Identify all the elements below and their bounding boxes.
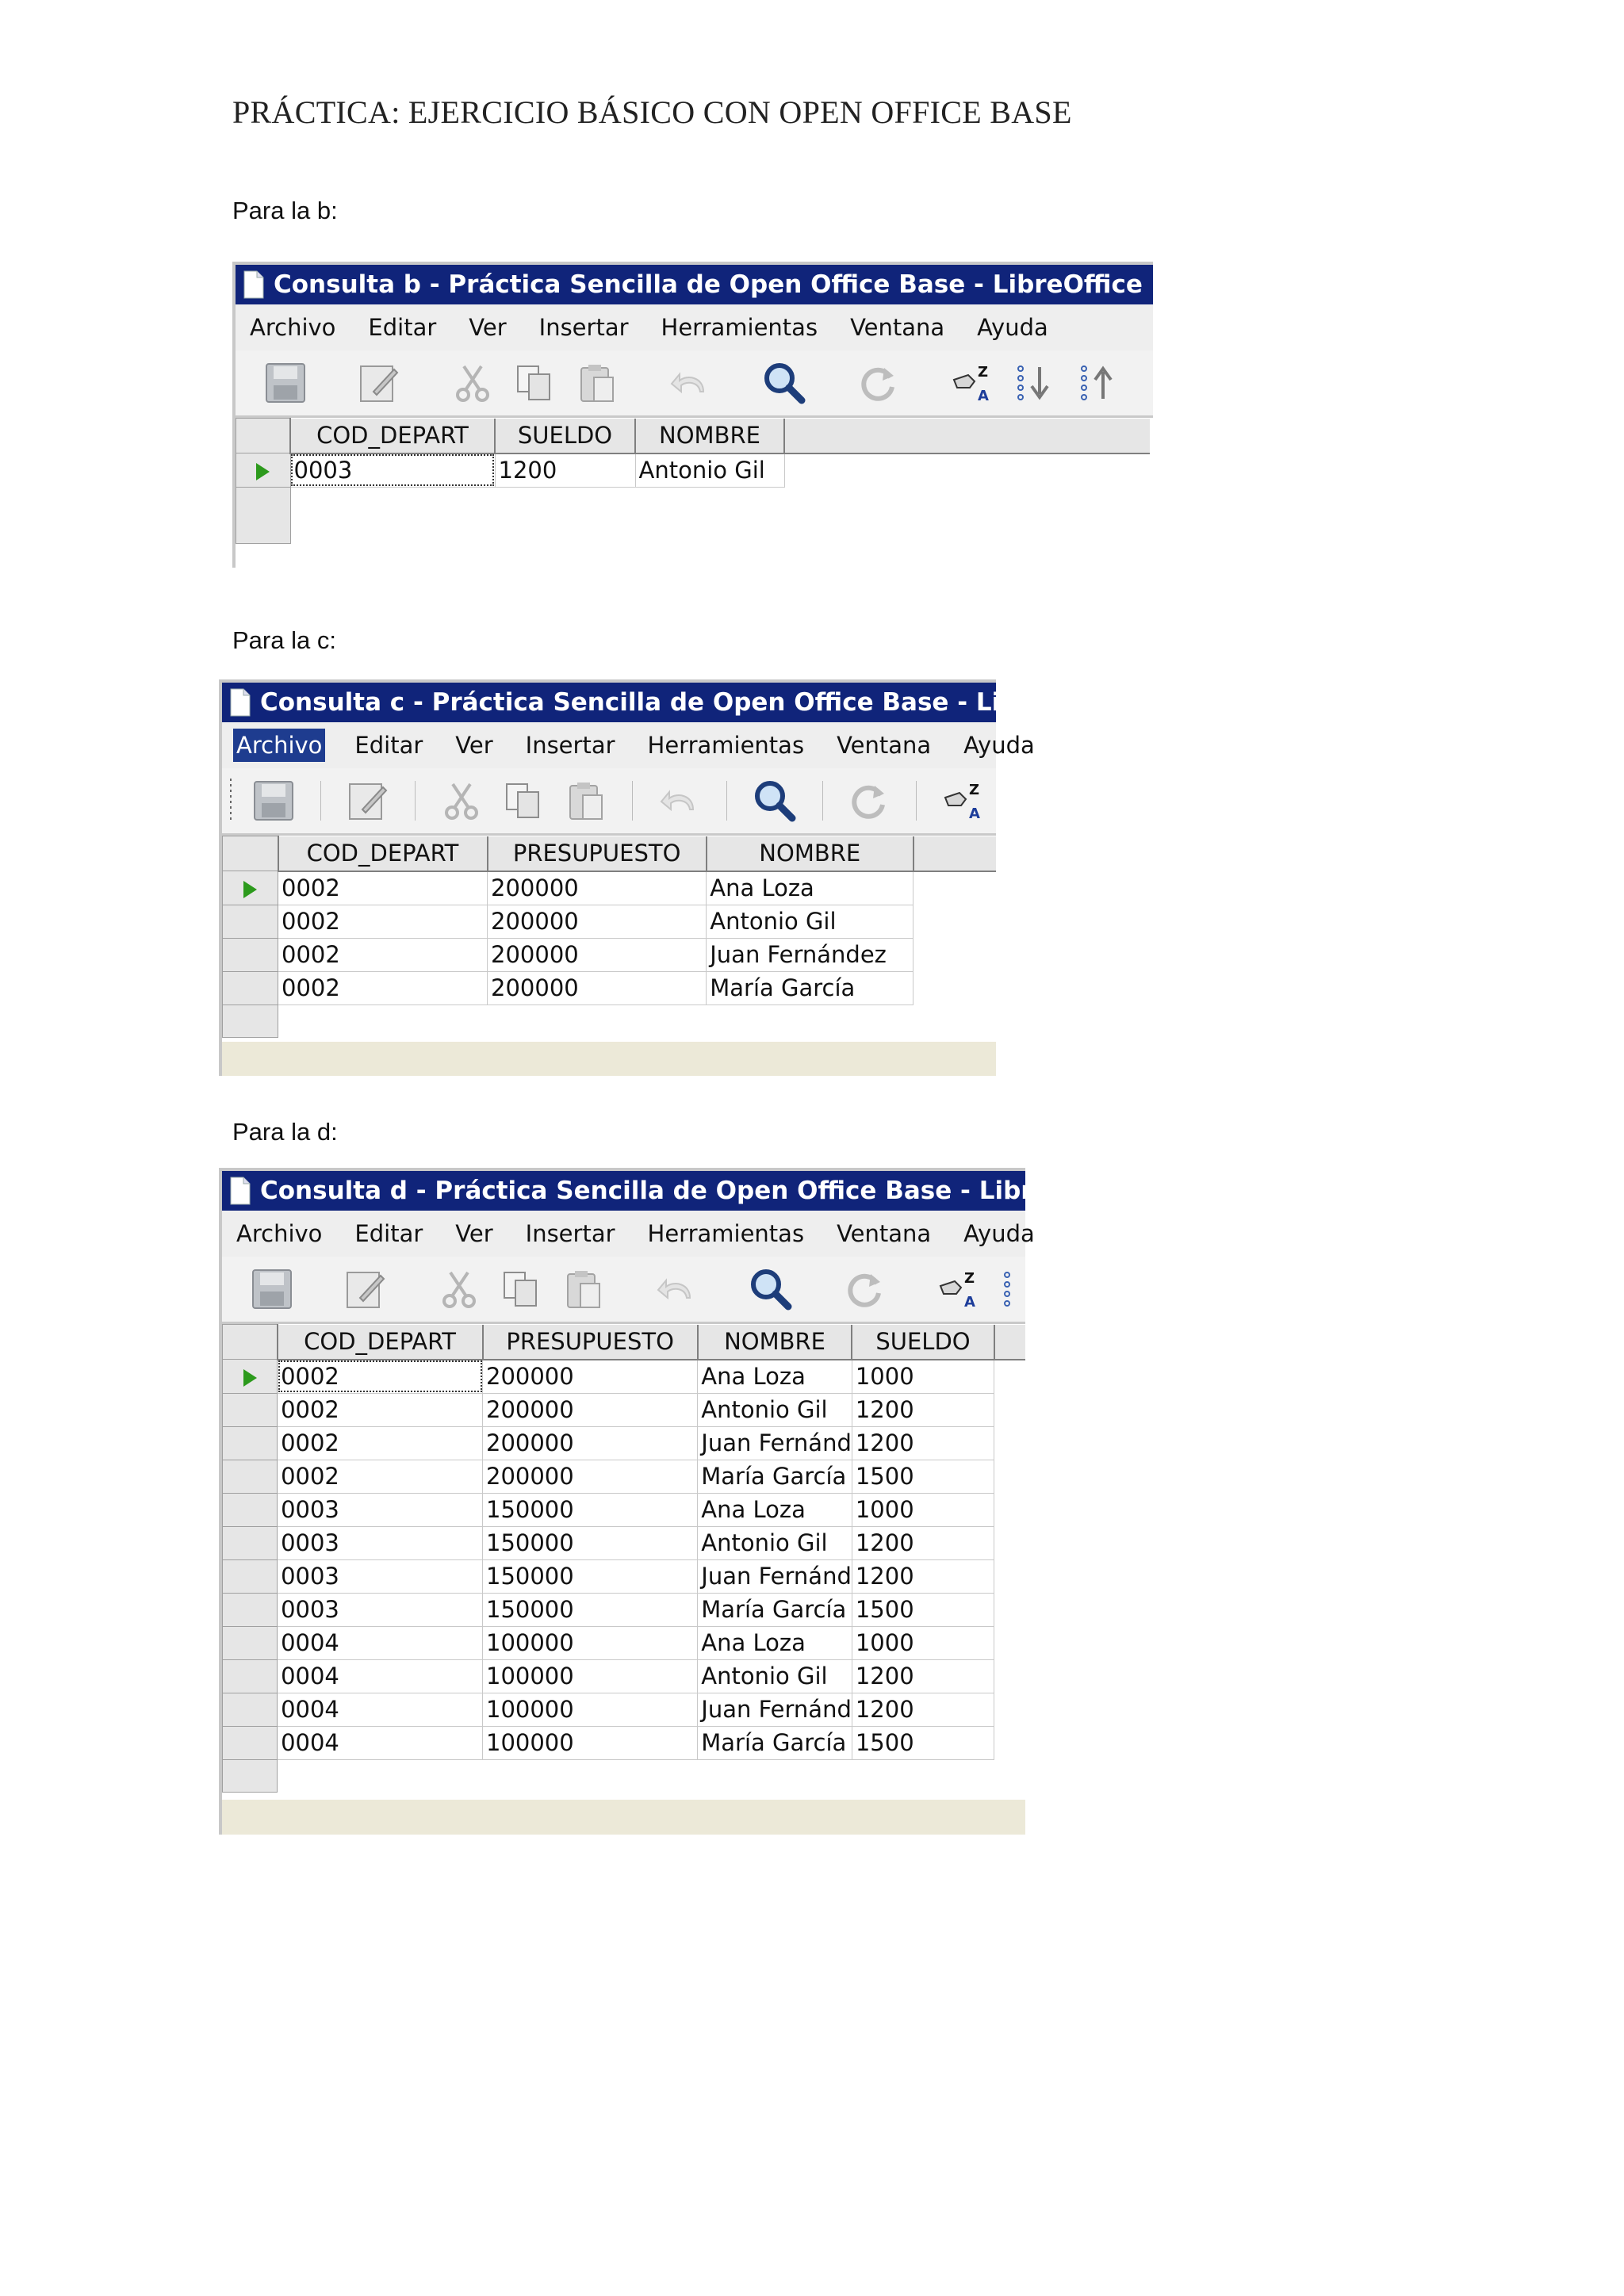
caption-b: Para la b: bbox=[232, 197, 338, 224]
row-header[interactable] bbox=[223, 1593, 278, 1626]
sort-icon[interactable] bbox=[951, 360, 995, 406]
toolbar bbox=[236, 350, 1153, 418]
empty-area bbox=[994, 1393, 1025, 1426]
table-cell[interactable]: 200000 bbox=[488, 971, 707, 1004]
row-header[interactable] bbox=[223, 1626, 278, 1659]
table-cell[interactable]: 1200 bbox=[852, 1659, 994, 1693]
menu-ver[interactable]: Ver bbox=[455, 1220, 493, 1247]
table-cell[interactable]: María García bbox=[698, 1593, 852, 1626]
toolbar bbox=[222, 1257, 1025, 1324]
table-cell[interactable]: 200000 bbox=[488, 871, 707, 905]
current-record-indicator[interactable] bbox=[223, 871, 278, 905]
table-cell[interactable]: 1200 bbox=[852, 1693, 994, 1726]
menu-herramientas[interactable]: Herramientas bbox=[647, 732, 805, 759]
table-cell[interactable]: 200000 bbox=[483, 1426, 698, 1460]
table-cell[interactable]: 1000 bbox=[852, 1493, 994, 1526]
table-cell[interactable]: 100000 bbox=[483, 1693, 698, 1726]
table-body bbox=[223, 1360, 1026, 1793]
table-cell[interactable]: Juan Fernández bbox=[707, 938, 914, 971]
row-header[interactable] bbox=[223, 1526, 278, 1559]
query-window-c bbox=[219, 679, 1047, 1076]
result-grid-c bbox=[222, 836, 996, 1042]
column-header-nombre[interactable]: NOMBRE bbox=[635, 419, 784, 453]
menu-editar[interactable]: Editar bbox=[354, 732, 423, 759]
table-cell[interactable]: 0002 bbox=[278, 938, 488, 971]
table-cell[interactable]: María García bbox=[698, 1460, 852, 1493]
table-cell[interactable]: María García bbox=[698, 1726, 852, 1759]
search-icon[interactable] bbox=[753, 778, 797, 824]
cut-icon[interactable] bbox=[438, 1266, 481, 1312]
table-cell[interactable]: 0002 bbox=[278, 971, 488, 1004]
new-record-row[interactable] bbox=[223, 1759, 278, 1793]
table-cell[interactable]: Juan Fernánd bbox=[698, 1426, 852, 1460]
menu-ventana[interactable]: Ventana bbox=[850, 314, 945, 341]
table-cell[interactable]: 1200 bbox=[495, 453, 635, 488]
empty-area bbox=[994, 1426, 1025, 1460]
column-header-sueldo[interactable]: SUELDO bbox=[495, 419, 635, 453]
save-icon[interactable] bbox=[252, 778, 295, 824]
table-row[interactable] bbox=[223, 1493, 1026, 1526]
table-cell[interactable]: 150000 bbox=[483, 1526, 698, 1559]
window-titlebar bbox=[222, 683, 1047, 722]
corner-header bbox=[223, 836, 278, 871]
result-table-c bbox=[222, 836, 996, 1038]
svg-text:A: A bbox=[964, 1294, 975, 1311]
table-row[interactable] bbox=[223, 1426, 1026, 1460]
table-body bbox=[223, 871, 997, 1038]
table-cell[interactable]: 0003 bbox=[290, 453, 495, 488]
table-row[interactable] bbox=[223, 1360, 1026, 1394]
cut-icon[interactable] bbox=[440, 778, 483, 824]
edit-icon[interactable] bbox=[358, 360, 400, 406]
document-title: PRÁCTICA: EJERCICIO BÁSICO CON OPEN OFFICE BASE bbox=[232, 94, 1072, 130]
table-cell[interactable]: 1200 bbox=[852, 1526, 994, 1559]
record-arrow-icon bbox=[256, 463, 270, 480]
copy-icon[interactable] bbox=[502, 778, 545, 824]
table-cell[interactable]: 0003 bbox=[278, 1593, 483, 1626]
empty-area bbox=[994, 1726, 1025, 1759]
menu-archivo[interactable]: Archivo bbox=[250, 314, 336, 341]
refresh-icon[interactable] bbox=[848, 778, 891, 824]
empty-area bbox=[994, 1659, 1025, 1693]
menu-insertar[interactable]: Insertar bbox=[525, 732, 615, 759]
empty-area bbox=[914, 905, 996, 938]
table-cell[interactable]: Juan Fernánd bbox=[698, 1559, 852, 1593]
column-header-nombre[interactable]: NOMBRE bbox=[707, 836, 914, 871]
window-title: Consulta d - Práctica Sencilla de Open Office Base - LibreOffi bbox=[260, 1177, 1098, 1205]
table-cell[interactable]: 1200 bbox=[852, 1393, 994, 1426]
column-header-cod-depart[interactable]: COD_DEPART bbox=[278, 836, 488, 871]
new-record-row[interactable] bbox=[223, 1004, 278, 1038]
record-arrow-icon bbox=[243, 881, 257, 898]
empty-area bbox=[914, 971, 996, 1004]
new-record-row[interactable] bbox=[236, 487, 291, 543]
table-cell[interactable]: Ana Loza bbox=[698, 1360, 852, 1394]
caption-d: Para la d: bbox=[232, 1118, 338, 1146]
sort-icon[interactable] bbox=[942, 778, 986, 824]
result-grid-b bbox=[236, 418, 1153, 570]
table-cell[interactable]: 1000 bbox=[852, 1360, 994, 1394]
table-cell[interactable]: 150000 bbox=[483, 1493, 698, 1526]
svg-text:Z: Z bbox=[978, 364, 989, 381]
table-cell[interactable]: 150000 bbox=[483, 1559, 698, 1593]
svg-text:Z: Z bbox=[964, 1270, 975, 1287]
table-cell[interactable]: 100000 bbox=[483, 1726, 698, 1759]
column-header-presupuesto[interactable]: PRESUPUESTO bbox=[483, 1325, 698, 1360]
table-cell[interactable]: 0004 bbox=[278, 1726, 483, 1759]
table-cell[interactable]: 1000 bbox=[852, 1626, 994, 1659]
table-row[interactable] bbox=[223, 1559, 1026, 1593]
menu-ayuda[interactable]: Ayuda bbox=[977, 314, 1048, 341]
table-cell[interactable]: 1200 bbox=[852, 1426, 994, 1460]
paste-icon[interactable] bbox=[575, 360, 618, 406]
window-title: Consulta b - Práctica Sencilla de Open Office Base - LibreOffice Base: v bbox=[274, 270, 1253, 299]
row-header[interactable] bbox=[223, 971, 278, 1004]
svg-text:Z: Z bbox=[969, 782, 980, 798]
table-row[interactable] bbox=[223, 1626, 1026, 1659]
empty-area bbox=[994, 1593, 1025, 1626]
menu-herramientas[interactable]: Herramientas bbox=[647, 1220, 805, 1247]
row-header[interactable] bbox=[223, 1460, 278, 1493]
menu-herramientas[interactable]: Herramientas bbox=[661, 314, 818, 341]
menu-ayuda[interactable]: Ayuda bbox=[963, 732, 1035, 759]
copy-icon[interactable] bbox=[500, 1266, 542, 1312]
table-row[interactable] bbox=[223, 905, 997, 938]
sort-ascending-icon[interactable] bbox=[1078, 360, 1122, 406]
table-row[interactable] bbox=[223, 1460, 1026, 1493]
column-header-empty bbox=[994, 1325, 1025, 1360]
table-cell[interactable]: 200000 bbox=[483, 1360, 698, 1394]
table-cell[interactable]: 0002 bbox=[278, 1460, 483, 1493]
table-cell[interactable]: 0004 bbox=[278, 1693, 483, 1726]
table-cell[interactable]: 150000 bbox=[483, 1593, 698, 1626]
save-icon[interactable] bbox=[251, 1266, 293, 1312]
table-row[interactable] bbox=[223, 1393, 1026, 1426]
table-cell[interactable]: Antonio Gil bbox=[698, 1526, 852, 1559]
empty-area bbox=[994, 1693, 1025, 1726]
menu-archivo[interactable]: Archivo bbox=[236, 1220, 323, 1247]
row-header[interactable] bbox=[223, 1659, 278, 1693]
cut-icon[interactable] bbox=[451, 360, 494, 406]
column-header-sueldo[interactable]: SUELDO bbox=[852, 1325, 994, 1360]
menu-bar bbox=[222, 722, 1035, 768]
table-cell[interactable]: 1500 bbox=[852, 1593, 994, 1626]
empty-area bbox=[994, 1493, 1025, 1526]
column-header-cod-depart[interactable]: COD_DEPART bbox=[278, 1325, 483, 1360]
caption-c: Para la c: bbox=[232, 626, 336, 654]
table-row[interactable] bbox=[236, 453, 1151, 488]
paste-icon[interactable] bbox=[564, 778, 607, 824]
table-cell[interactable]: 200000 bbox=[483, 1460, 698, 1493]
table-row[interactable] bbox=[223, 938, 997, 971]
sort-icon[interactable] bbox=[937, 1266, 982, 1312]
table-cell[interactable]: 0004 bbox=[278, 1659, 483, 1693]
table-cell[interactable]: 100000 bbox=[483, 1659, 698, 1693]
empty-area bbox=[914, 871, 996, 905]
row-header[interactable] bbox=[223, 1726, 278, 1759]
menu-ver[interactable]: Ver bbox=[469, 314, 507, 341]
table-cell[interactable]: María García bbox=[707, 971, 914, 1004]
row-header[interactable] bbox=[223, 1493, 278, 1526]
corner-header bbox=[223, 1325, 278, 1360]
result-table-d bbox=[222, 1324, 1025, 1793]
table-cell[interactable]: 0002 bbox=[278, 1426, 483, 1460]
query-window-b bbox=[232, 262, 1253, 568]
row-header[interactable] bbox=[223, 1426, 278, 1460]
table-row[interactable] bbox=[223, 1693, 1026, 1726]
menu-ver[interactable]: Ver bbox=[455, 732, 493, 759]
menu-ayuda[interactable]: Ayuda bbox=[963, 1220, 1035, 1247]
svg-text:A: A bbox=[978, 388, 989, 404]
record-arrow-icon bbox=[243, 1369, 257, 1387]
current-record-indicator[interactable] bbox=[236, 453, 291, 488]
table-cell[interactable]: 1200 bbox=[852, 1559, 994, 1593]
table-cell[interactable]: 1500 bbox=[852, 1460, 994, 1493]
empty-area bbox=[278, 1759, 1025, 1793]
table-cell[interactable]: Antonio Gil bbox=[635, 453, 784, 488]
menu-bar bbox=[222, 1211, 1035, 1257]
copy-icon[interactable] bbox=[513, 360, 556, 406]
document-icon bbox=[243, 270, 264, 299]
refresh-icon[interactable] bbox=[857, 360, 900, 406]
table-cell[interactable]: 200000 bbox=[488, 905, 707, 938]
table-cell[interactable]: Antonio Gil bbox=[707, 905, 914, 938]
table-cell[interactable]: 0004 bbox=[278, 1626, 483, 1659]
column-header-empty bbox=[914, 836, 996, 871]
empty-area bbox=[784, 453, 1150, 488]
edit-icon[interactable] bbox=[347, 778, 389, 824]
empty-area bbox=[994, 1460, 1025, 1493]
table-cell[interactable]: 200000 bbox=[488, 938, 707, 971]
table-cell[interactable]: Ana Loza bbox=[707, 871, 914, 905]
search-icon[interactable] bbox=[762, 360, 806, 406]
svg-text:A: A bbox=[969, 806, 980, 822]
window-titlebar bbox=[222, 1171, 1098, 1211]
empty-area bbox=[994, 1559, 1025, 1593]
column-header-cod-depart[interactable]: COD_DEPART bbox=[290, 419, 495, 453]
table-cell[interactable]: Ana Loza bbox=[698, 1493, 852, 1526]
menu-insertar[interactable]: Insertar bbox=[538, 314, 629, 341]
table-cell[interactable]: Antonio Gil bbox=[698, 1393, 852, 1426]
column-header-presupuesto[interactable]: PRESUPUESTO bbox=[488, 836, 707, 871]
table-row[interactable] bbox=[223, 1659, 1026, 1693]
window-title: Consulta c - Práctica Sencilla de Open Office Base - Libre bbox=[260, 688, 1047, 717]
table-cell[interactable]: 1500 bbox=[852, 1726, 994, 1759]
sort-descending-icon[interactable] bbox=[1014, 360, 1059, 406]
sort-descending-icon[interactable] bbox=[1001, 1266, 1045, 1312]
column-header-nombre[interactable]: NOMBRE bbox=[698, 1325, 852, 1360]
empty-area bbox=[290, 487, 1150, 543]
table-cell[interactable]: Juan Fernánd bbox=[698, 1693, 852, 1726]
table-cell[interactable]: 100000 bbox=[483, 1626, 698, 1659]
row-header[interactable] bbox=[223, 1559, 278, 1593]
empty-area bbox=[278, 1004, 996, 1038]
row-header[interactable] bbox=[223, 905, 278, 938]
menu-insertar[interactable]: Insertar bbox=[525, 1220, 615, 1247]
menu-ventana[interactable]: Ventana bbox=[837, 732, 932, 759]
menu-editar[interactable]: Editar bbox=[368, 314, 437, 341]
current-record-indicator[interactable] bbox=[223, 1360, 278, 1394]
empty-area bbox=[994, 1526, 1025, 1559]
undo-icon[interactable] bbox=[668, 360, 711, 406]
table-row[interactable] bbox=[223, 971, 997, 1004]
row-header[interactable] bbox=[223, 1393, 278, 1426]
query-window-d bbox=[219, 1168, 1098, 1835]
table-cell[interactable]: 0002 bbox=[278, 1393, 483, 1426]
window-titlebar bbox=[236, 265, 1253, 304]
toolbar bbox=[222, 768, 996, 836]
empty-area bbox=[914, 938, 996, 971]
table-cell[interactable]: Ana Loza bbox=[698, 1626, 852, 1659]
menu-ventana[interactable]: Ventana bbox=[837, 1220, 932, 1247]
paste-icon[interactable] bbox=[561, 1266, 604, 1312]
table-cell[interactable]: Antonio Gil bbox=[698, 1659, 852, 1693]
corner-header bbox=[236, 419, 291, 453]
undo-icon[interactable] bbox=[658, 778, 701, 824]
table-row[interactable] bbox=[223, 1593, 1026, 1626]
undo-icon[interactable] bbox=[655, 1266, 698, 1312]
table-cell[interactable]: 0002 bbox=[278, 905, 488, 938]
empty-area bbox=[994, 1360, 1025, 1394]
table-cell[interactable]: 0002 bbox=[278, 1360, 483, 1394]
row-header[interactable] bbox=[223, 938, 278, 971]
table-cell[interactable]: 200000 bbox=[483, 1393, 698, 1426]
table-row[interactable] bbox=[223, 871, 997, 905]
empty-area bbox=[994, 1626, 1025, 1659]
table-cell[interactable]: 0003 bbox=[278, 1559, 483, 1593]
table-row[interactable] bbox=[223, 1526, 1026, 1559]
table-cell[interactable]: 0002 bbox=[278, 871, 488, 905]
row-header[interactable] bbox=[223, 1693, 278, 1726]
menu-archivo[interactable]: Archivo bbox=[233, 729, 325, 762]
document-icon bbox=[230, 688, 251, 717]
table-cell[interactable]: 0003 bbox=[278, 1493, 483, 1526]
search-icon[interactable] bbox=[749, 1266, 793, 1312]
refresh-icon[interactable] bbox=[844, 1266, 887, 1312]
menu-bar bbox=[236, 304, 1153, 350]
column-header-empty bbox=[784, 419, 1150, 453]
table-row[interactable] bbox=[223, 1726, 1026, 1759]
edit-icon[interactable] bbox=[344, 1266, 387, 1312]
table-cell[interactable]: 0003 bbox=[278, 1526, 483, 1559]
result-grid-d bbox=[222, 1324, 1025, 1800]
menu-editar[interactable]: Editar bbox=[354, 1220, 423, 1247]
document-icon bbox=[230, 1177, 251, 1205]
toolbar-grip[interactable] bbox=[230, 779, 232, 823]
save-icon[interactable] bbox=[264, 360, 307, 406]
result-table-b bbox=[236, 418, 1150, 544]
